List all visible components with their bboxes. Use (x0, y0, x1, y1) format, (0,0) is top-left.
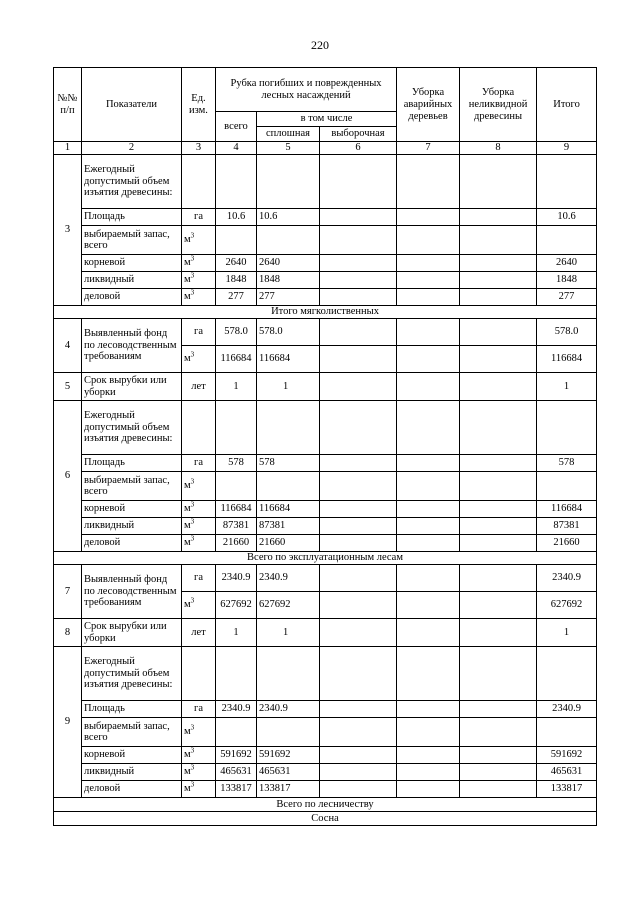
unit-m3: $м^3$ (182, 535, 216, 552)
unit-m3: $м^3$ (182, 764, 216, 781)
cell-clear: 2640 (257, 255, 320, 272)
unit-ha: га (182, 209, 216, 226)
header-selective: выборочная (320, 127, 397, 142)
unit-m3: $м^3$ (182, 781, 216, 798)
col-number: 6 (320, 142, 397, 155)
unit-m3: $м^3$ (182, 346, 216, 373)
cell-clear: 578.0 (257, 319, 320, 346)
cell-itogo: 1 (537, 373, 597, 401)
header-total: всего (216, 112, 257, 142)
cell-clear: 1 (257, 619, 320, 647)
unit-m3: $м^3$ (182, 592, 216, 619)
label-allowed-volume: Ежегодный допустимый объем изъятия древесины: (82, 647, 182, 701)
cell-total: 116684 (216, 346, 257, 373)
cell-total: 87381 (216, 518, 257, 535)
unit-ha: га (182, 565, 216, 592)
label-business: деловой (82, 781, 182, 798)
header-illiquid: Уборка неликвидной древесины (460, 68, 537, 142)
label-root: корневой (82, 255, 182, 272)
cell-total: 1 (216, 619, 257, 647)
cell-clear: 1848 (257, 272, 320, 289)
cell-total: 578.0 (216, 319, 257, 346)
col-number: 5 (257, 142, 320, 155)
unit-m3: $м^3$ (182, 472, 216, 501)
header-unit: Ед. изм. (182, 68, 216, 142)
unit-m3: $м^3$ (182, 255, 216, 272)
unit-ha: га (182, 701, 216, 718)
cell-itogo: 116684 (537, 346, 597, 373)
col-number: 2 (82, 142, 182, 155)
row-number: 3 (54, 155, 82, 306)
section-soft-leaved: Итого мягколиственных (54, 306, 597, 319)
col-number: 8 (460, 142, 537, 155)
col-number: 3 (182, 142, 216, 155)
cell-itogo: 2340.9 (537, 565, 597, 592)
col-number: 4 (216, 142, 257, 155)
row-number: 9 (54, 647, 82, 798)
cell-clear: 21660 (257, 535, 320, 552)
label-liquid: ликвидный (82, 764, 182, 781)
col-number: 7 (397, 142, 460, 155)
cell-total: 277 (216, 289, 257, 306)
cell-total: 133817 (216, 781, 257, 798)
cell-itogo: 87381 (537, 518, 597, 535)
header-including: в том числе (257, 112, 397, 127)
cell-clear: 627692 (257, 592, 320, 619)
cell-clear: 116684 (257, 501, 320, 518)
unit-ha: га (182, 455, 216, 472)
cell-clear: 2340.9 (257, 565, 320, 592)
header-indicators: Показатели (82, 68, 182, 142)
cell-total: 10.6 (216, 209, 257, 226)
cell-itogo: 578.0 (537, 319, 597, 346)
label-business: деловой (82, 289, 182, 306)
unit-m3: $м^3$ (182, 718, 216, 747)
section-forestry-total: Всего по лесничеству (54, 798, 597, 812)
cell-total: 578 (216, 455, 257, 472)
cell-clear: 578 (257, 455, 320, 472)
cell-itogo: 591692 (537, 747, 597, 764)
header-num: №№ п/п (54, 68, 82, 142)
cell-total: 2340.9 (216, 701, 257, 718)
header-felling: Рубка погибших и поврежденных лесных насаждений (216, 68, 397, 112)
label-term: Срок вырубки или уборки (82, 619, 182, 647)
label-fund: Выявленный фонд по лесоводственным требованиям (82, 319, 182, 373)
label-liquid: ликвидный (82, 272, 182, 289)
cell-itogo: 116684 (537, 501, 597, 518)
cell-clear: 465631 (257, 764, 320, 781)
cell-clear: 116684 (257, 346, 320, 373)
cell-itogo: 277 (537, 289, 597, 306)
header-itogo: Итого (537, 68, 597, 142)
cell-total: 2640 (216, 255, 257, 272)
cell-total: 627692 (216, 592, 257, 619)
cell-total: 465631 (216, 764, 257, 781)
cell-itogo: 2340.9 (537, 701, 597, 718)
page-number: 220 (311, 38, 329, 52)
section-pine: Сосна (54, 812, 597, 826)
cell-itogo: 465631 (537, 764, 597, 781)
cell-total: 2340.9 (216, 565, 257, 592)
cell-total: 21660 (216, 535, 257, 552)
label-area: Площадь (82, 701, 182, 718)
label-area: Площадь (82, 209, 182, 226)
label-stock-total: выбираемый запас, всего (82, 226, 182, 255)
section-exploitation: Всего по эксплуатационным лесам (54, 552, 597, 565)
cell-total: 1 (216, 373, 257, 401)
label-root: корневой (82, 747, 182, 764)
cell-total: 1848 (216, 272, 257, 289)
cell-clear: 2340.9 (257, 701, 320, 718)
unit-m3: $м^3$ (182, 226, 216, 255)
row-number: 7 (54, 565, 82, 619)
cell-itogo: 1848 (537, 272, 597, 289)
label-allowed-volume: Ежегодный допустимый объем изъятия древесины: (82, 155, 182, 209)
row-number: 8 (54, 619, 82, 647)
label-root: корневой (82, 501, 182, 518)
cell-itogo: 578 (537, 455, 597, 472)
unit-m3: $м^3$ (182, 289, 216, 306)
header-clear: сплошная (257, 127, 320, 142)
cell-total: 591692 (216, 747, 257, 764)
unit-ha: га (182, 319, 216, 346)
cell-clear: 10.6 (257, 209, 320, 226)
label-stock-total: выбираемый запас, всего (82, 472, 182, 501)
unit-m3: $м^3$ (182, 501, 216, 518)
cell-clear: 133817 (257, 781, 320, 798)
unit-years: лет (182, 373, 216, 401)
cell-total: 116684 (216, 501, 257, 518)
unit-years: лет (182, 619, 216, 647)
forest-felling-table (53, 67, 597, 826)
cell-itogo: 10.6 (537, 209, 597, 226)
label-allowed-volume: Ежегодный допустимый объем изъятия древесины: (82, 401, 182, 455)
label-liquid: ликвидный (82, 518, 182, 535)
cell-clear: 87381 (257, 518, 320, 535)
unit-m3: $м^3$ (182, 518, 216, 535)
cell-itogo: 627692 (537, 592, 597, 619)
cell-clear: 1 (257, 373, 320, 401)
cell-clear: 277 (257, 289, 320, 306)
row-number: 4 (54, 319, 82, 373)
cell-itogo: 1 (537, 619, 597, 647)
unit-m3: $м^3$ (182, 272, 216, 289)
label-stock-total: выбираемый запас, всего (82, 718, 182, 747)
label-term: Срок вырубки или уборки (82, 373, 182, 401)
header-emergency: Уборка аварийных деревьев (397, 68, 460, 142)
label-fund: Выявленный фонд по лесоводственным требованиям (82, 565, 182, 619)
row-number: 5 (54, 373, 82, 401)
cell-itogo: 21660 (537, 535, 597, 552)
cell-clear: 591692 (257, 747, 320, 764)
cell-itogo: 2640 (537, 255, 597, 272)
row-number: 6 (54, 401, 82, 552)
unit-m3: $м^3$ (182, 747, 216, 764)
cell-itogo: 133817 (537, 781, 597, 798)
col-number: 1 (54, 142, 82, 155)
col-number: 9 (537, 142, 597, 155)
label-area: Площадь (82, 455, 182, 472)
label-business: деловой (82, 535, 182, 552)
